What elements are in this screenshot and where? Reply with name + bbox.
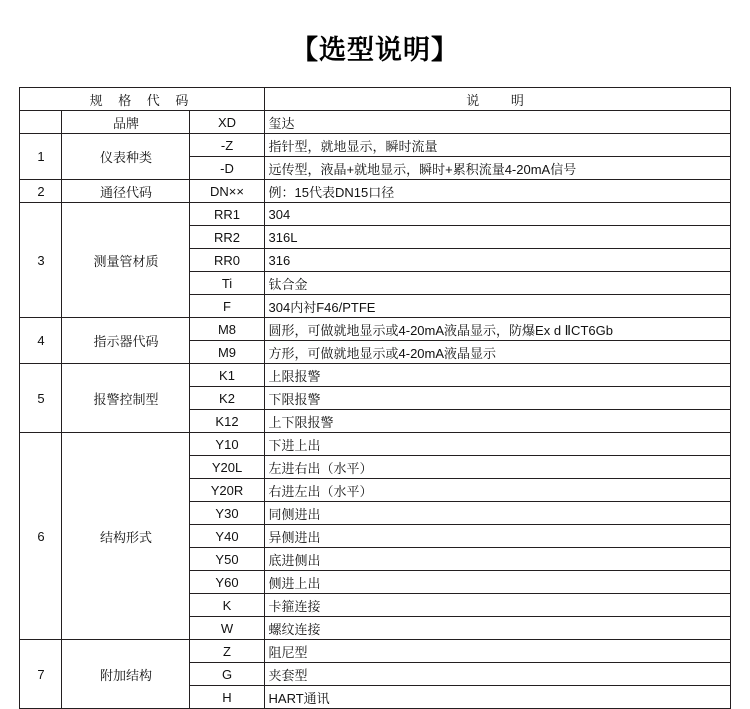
cell-code: Y20L [190,456,264,479]
cell-code: RR0 [190,249,264,272]
cell-code: XD [190,111,264,134]
table-body [20,88,730,709]
cell-category: 仪表种类 [62,134,190,180]
cell-description: 下限报警 [264,387,730,410]
cell-index: 4 [20,318,62,364]
cell-code: H [190,686,264,709]
selection-spec-table [19,87,730,709]
cell-code: -Z [190,134,264,157]
cell-code: Z [190,640,264,663]
cell-description: 右进左出（水平） [264,479,730,502]
cell-index: 6 [20,433,62,640]
table-row [20,364,730,387]
cell-description: 侧进上出 [264,571,730,594]
cell-index [20,111,62,134]
cell-description: 同侧进出 [264,502,730,525]
cell-description: 螺纹连接 [264,617,730,640]
cell-category: 测量管材质 [62,203,190,318]
cell-category: 结构形式 [62,433,190,640]
cell-description: 上限报警 [264,364,730,387]
cell-description: 上下限报警 [264,410,730,433]
cell-description: 304内衬F46/PTFE [264,295,730,318]
cell-code: W [190,617,264,640]
cell-code: M8 [190,318,264,341]
cell-code: K12 [190,410,264,433]
cell-code: RR1 [190,203,264,226]
cell-category: 通径代码 [62,180,190,203]
cell-description: 316L [264,226,730,249]
cell-index: 3 [20,203,62,318]
table-header-row [20,88,730,111]
cell-description: HART通讯 [264,686,730,709]
cell-description: 远传型，液晶+就地显示，瞬时+累积流量4-20mA信号 [264,157,730,180]
cell-description: 玺达 [264,111,730,134]
cell-category: 报警控制型 [62,364,190,433]
cell-description: 夹套型 [264,663,730,686]
page-title: 【选型说明】 [291,35,459,65]
cell-description: 下进上出 [264,433,730,456]
cell-description: 方形，可做就地显示或4-20mA液晶显示 [264,341,730,364]
cell-index: 5 [20,364,62,433]
cell-description: 316 [264,249,730,272]
table-row [20,134,730,157]
cell-description: 异侧进出 [264,525,730,548]
header-spec-code: 规 格 代 码 [20,88,264,111]
cell-category: 附加结构 [62,640,190,709]
cell-category: 品牌 [62,111,190,134]
cell-code: Y60 [190,571,264,594]
cell-code: DN×× [190,180,264,203]
cell-description: 指针型，就地显示，瞬时流量 [264,134,730,157]
table-row [20,433,730,456]
cell-code: Y50 [190,548,264,571]
table-row [20,318,730,341]
cell-code: M9 [190,341,264,364]
cell-description: 阻尼型 [264,640,730,663]
cell-code: RR2 [190,226,264,249]
cell-code: K2 [190,387,264,410]
cell-code: K1 [190,364,264,387]
cell-code: K [190,594,264,617]
cell-description: 卡箍连接 [264,594,730,617]
cell-code: G [190,663,264,686]
cell-index: 2 [20,180,62,203]
cell-code: F [190,295,264,318]
cell-description: 底进侧出 [264,548,730,571]
table-row [20,640,730,663]
header-description: 说 明 [264,88,730,111]
cell-code: Y20R [190,479,264,502]
cell-index: 1 [20,134,62,180]
cell-description: 例：15代表DN15口径 [264,180,730,203]
cell-code: Ti [190,272,264,295]
table-row [20,203,730,226]
cell-code: -D [190,157,264,180]
cell-code: Y10 [190,433,264,456]
cell-description: 钛合金 [264,272,730,295]
cell-description: 左进右出（水平） [264,456,730,479]
cell-code: Y40 [190,525,264,548]
table-row [20,180,730,203]
cell-description: 圆形，可做就地显示或4-20mA液晶显示，防爆Ex d ⅡCT6Gb [264,318,730,341]
cell-description: 304 [264,203,730,226]
cell-code: Y30 [190,502,264,525]
cell-category: 指示器代码 [62,318,190,364]
table-row [20,111,730,134]
cell-index: 7 [20,640,62,709]
